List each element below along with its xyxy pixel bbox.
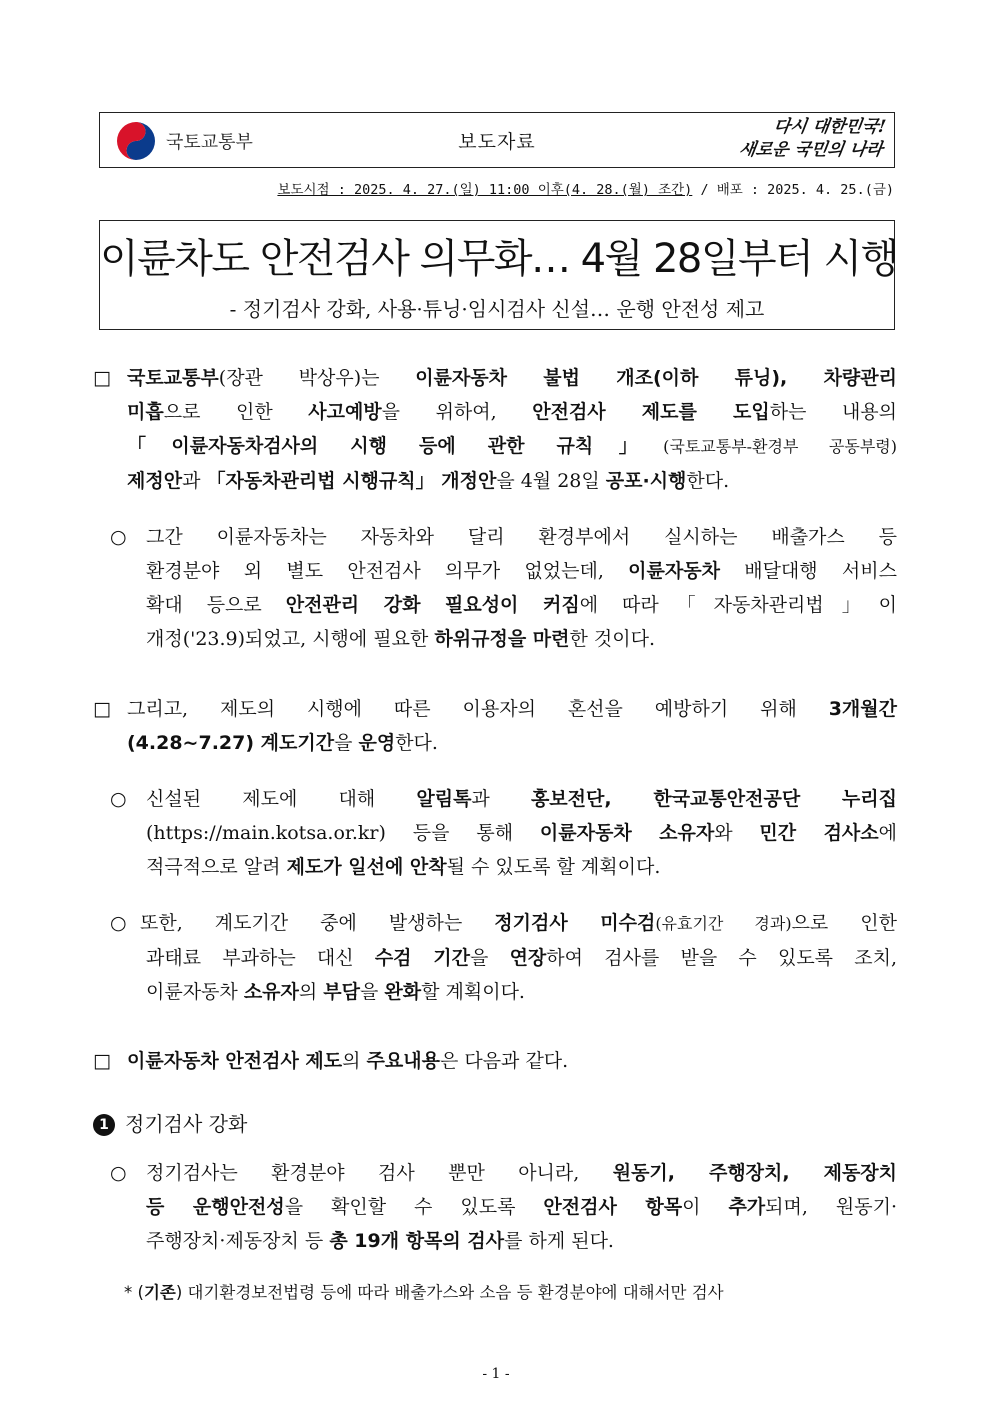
paragraph-4-line-1: 신설된 제도에 대해 알림톡과 홍보전단, 한국교통안전공단 누리집 [146, 788, 897, 810]
section-1-heading [93, 1108, 247, 1137]
slogan-line-1: 다시 대한민국! [772, 117, 888, 137]
distribution-date: / 배포 : 2025. 4. 25.(금) [692, 182, 894, 198]
footnote: * (기존) 대기환경보전법령 등에 따라 배출가스와 소음 등 환경분야에 대해서만 검사 [124, 1283, 724, 1302]
square-bullet: □ [93, 367, 111, 389]
paragraph-7-line-3: 주행장치·제동장치 등 총 19개 항목의 검사를 하게 된다. [146, 1230, 614, 1252]
circle-bullet: ○ [110, 526, 127, 548]
section-number-badge: 1 [93, 1114, 115, 1136]
paragraph-1-line-2: 미흡으로 인한 사고예방을 위하여, 안전검사 제도를 도입하는 내용의 [127, 401, 898, 423]
paragraph-5-line-1: 또한, 계도기간 중에 발생하는 정기검사 미수검(유효기간 경과)으로 인한 [140, 912, 897, 934]
paragraph-6-line-1: 이륜자동차 안전검사 제도의 주요내용은 다음과 같다. [127, 1050, 569, 1072]
paragraph-6 [93, 1044, 897, 1078]
paragraph-1-line-3: 「이륜자동차검사의 시행 등에 관한 규칙」(국토교통부-환경부 공동부령) [127, 435, 898, 457]
section-1-title: 정기검사 강화 [125, 1112, 248, 1136]
paragraph-2-line-2: 환경분야 외 별도 안전검사 의무가 없었는데, 이륜자동차 배달대행 서비스 [146, 560, 897, 582]
release-info [277, 178, 894, 198]
paragraph-3-line-1: 그리고, 제도의 시행에 따른 이용자의 혼선을 예방하기 위해 3개월간 [127, 698, 897, 720]
ministry-name: 국토교통부 [166, 132, 253, 153]
paragraph-5-line-2: 과태료 부과하는 대신 수검 기간을 연장하여 검사를 받을 수 있도록 조치, [146, 947, 897, 969]
paragraph-5 [110, 906, 897, 1009]
document-type: 보도자료 [458, 131, 536, 153]
paragraph-7 [110, 1156, 897, 1258]
square-bullet: □ [93, 698, 111, 720]
title-box [99, 220, 898, 330]
slogan-line-2: 새로운 국민의 나라 [737, 140, 884, 160]
header-box [99, 112, 895, 168]
circle-bullet: ○ [110, 912, 127, 934]
paragraph-1-line-4: 제정안과 「자동차관리법 시행규칙」 개정안을 4월 28일 공포·시행한다. [127, 470, 730, 492]
page-number: - 1 - [482, 1366, 510, 1382]
headline: 이륜차도 안전검사 의무화… 4월 28일부터 시행 [100, 236, 898, 282]
slogan [716, 116, 887, 162]
paragraph-1 [93, 361, 897, 498]
paragraph-3-line-2: (4.28~7.27) 계도기간을 운영한다. [127, 732, 438, 754]
paragraph-7-line-2: 등 운행안전성을 확인할 수 있도록 안전검사 항목이 추가되며, 원동기· [146, 1196, 897, 1218]
paragraph-2 [110, 520, 897, 656]
circle-bullet: ○ [110, 1162, 127, 1184]
square-bullet: □ [93, 1050, 111, 1072]
embargo-time: 보도시점 : 2025. 4. 27.(일) 11:00 이후(4. 28.(월) 조간) [277, 182, 693, 198]
circle-bullet: ○ [110, 788, 127, 810]
paragraph-2-line-4: 개정('23.9)되었고, 시행에 필요한 하위규정을 마련한 것이다. [146, 628, 655, 650]
paragraph-2-line-1: 그간 이륜자동차는 자동차와 달리 환경부에서 실시하는 배출가스 등 [146, 526, 897, 548]
paragraph-4-line-2: (https://main.kotsa.or.kr) 등을 통해 이륜자동차 소유자와 민간 검사소에 [146, 822, 897, 844]
paragraph-4-line-3: 적극적으로 알려 제도가 일선에 안착될 수 있도록 할 계획이다. [146, 856, 661, 878]
footnote-marker: * [124, 1283, 133, 1302]
subheadline: - 정기검사 강화, 사용·튜닝·임시검사 신설… 운행 안전성 제고 [229, 297, 765, 321]
paragraph-4 [110, 782, 897, 884]
paragraph-2-line-3: 확대 등으로 안전관리 강화 필요성이 커짐에 따라「자동차관리법」이 [146, 594, 897, 616]
paragraph-7-line-1: 정기검사는 환경분야 검사 뿐만 아니라, 원동기, 주행장치, 제동장치 [146, 1162, 898, 1184]
paragraph-3 [93, 692, 897, 760]
paragraph-5-line-3: 이륜자동차 소유자의 부담을 완화할 계획이다. [146, 981, 525, 1003]
paragraph-1-line-1: 국토교통부(장관 박상우)는 이륜자동차 불법 개조(이하 튜닝), 차량관리 [127, 367, 897, 389]
